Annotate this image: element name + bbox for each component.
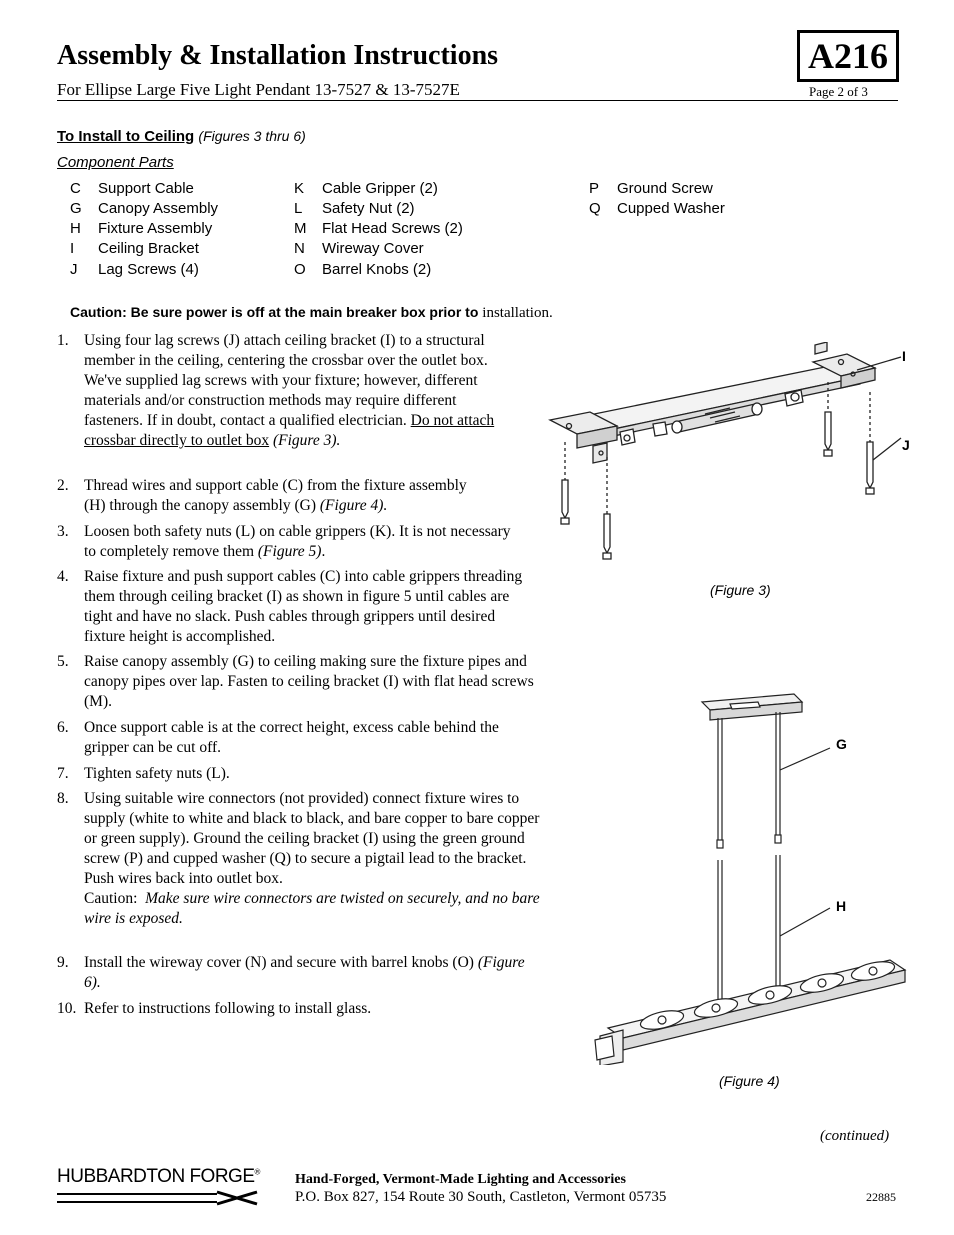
step-10 bbox=[57, 999, 527, 1019]
step-figure-ref: (Figure 6). bbox=[84, 954, 525, 991]
step-number: 7. bbox=[57, 765, 69, 782]
step-warning-underlined: Do not attach crossbar directly to outlet box bbox=[84, 412, 495, 449]
section-figures-ref: (Figures 3 thru 6) bbox=[198, 128, 306, 144]
step-text: Install the wireway cover (N) and secure with barrel knobs (O) bbox=[84, 954, 474, 971]
part-letter: Q bbox=[589, 200, 601, 217]
page-number: Page 2 of 3 bbox=[809, 84, 868, 99]
part-letter: L bbox=[294, 200, 303, 217]
step-number: 3. bbox=[57, 523, 69, 540]
step-7 bbox=[57, 764, 527, 784]
part-name: Fixture Assembly bbox=[98, 220, 213, 237]
part-name: Ceiling Bracket bbox=[98, 240, 199, 257]
figure-4-caption: (Figure 4) bbox=[719, 1073, 780, 1089]
part-name: Ground Screw bbox=[617, 180, 713, 197]
part-letter: G bbox=[70, 200, 82, 217]
logo-anvil-mark bbox=[57, 1189, 262, 1207]
caution-bold-text: Caution: Be sure power is off at the main breaker box prior to bbox=[70, 304, 479, 320]
part-item bbox=[70, 240, 199, 257]
component-parts-label: Component Parts bbox=[57, 154, 174, 171]
part-name: Cupped Washer bbox=[617, 200, 725, 217]
step-3 bbox=[57, 522, 517, 562]
step-number: 2. bbox=[57, 477, 69, 494]
caution-tail-text: installation. bbox=[482, 305, 553, 321]
step-text: Refer to instructions following to install glass. bbox=[84, 1000, 372, 1017]
document-code-box: A216 bbox=[797, 30, 899, 82]
step-caution-label: Caution: bbox=[84, 890, 138, 907]
part-letter: K bbox=[294, 180, 305, 197]
part-letter: O bbox=[294, 261, 306, 278]
step-text: Raise fixture and push support cables (C) into cable grippers threading them through ceiling bracket (I) as shown in figure 5 until cables are tight and have no slack. Push cables through grippers until desired fixture height is accomplished. bbox=[84, 568, 523, 645]
figure-3-label-i: I bbox=[902, 348, 906, 364]
part-letter: C bbox=[70, 180, 81, 197]
part-item bbox=[294, 200, 415, 217]
part-letter: N bbox=[294, 240, 305, 257]
part-letter: I bbox=[70, 240, 75, 257]
step-4 bbox=[57, 567, 527, 647]
figure-3-label-j: J bbox=[902, 437, 910, 453]
step-figure-ref: (Figure 5) bbox=[257, 543, 322, 560]
step-text: Using suitable wire connectors (not provided) connect fixture wires to supply (white to white and black to black, and bare copper to bare copper or green supply). Ground the ceiling bracket (I) using the green ground screw (P) and cupped washer (Q) to secure a pigtail lead to the bracket. Push wires back into outlet box. bbox=[84, 790, 540, 887]
part-letter: M bbox=[294, 220, 307, 237]
part-item bbox=[294, 220, 463, 237]
figure-4-pendant-fixture-drawing bbox=[590, 690, 910, 1065]
part-name: Barrel Knobs (2) bbox=[322, 261, 432, 278]
part-name: Canopy Assembly bbox=[98, 200, 219, 217]
part-name: Lag Screws (4) bbox=[98, 261, 199, 278]
step-number: 8. bbox=[57, 790, 69, 807]
part-item bbox=[70, 261, 199, 278]
step-caution-text: Make sure wire connectors are twisted on securely, and no bare wire is exposed. bbox=[84, 890, 540, 927]
part-item bbox=[589, 180, 713, 197]
step-figure-ref: (Figure 3). bbox=[272, 432, 341, 449]
step-2 bbox=[57, 476, 487, 516]
part-letter: H bbox=[70, 220, 81, 237]
document-id: 22885 bbox=[866, 1190, 896, 1204]
section-heading bbox=[57, 128, 306, 145]
caution-notice bbox=[70, 304, 553, 322]
step-number: 10. bbox=[57, 1000, 77, 1017]
part-item bbox=[294, 261, 431, 278]
step-number: 1. bbox=[57, 332, 69, 349]
step-text: Loosen both safety nuts (L) on cable grippers (K). It is not necessary to completely remove them bbox=[84, 523, 511, 560]
step-text-end: . bbox=[321, 543, 326, 560]
footer-tagline: Hand-Forged, Vermont-Made Lighting and Accessories bbox=[295, 1172, 626, 1187]
part-name: Safety Nut (2) bbox=[322, 200, 415, 217]
step-text: Once support cable is at the correct height, excess cable behind the gripper can be cut off. bbox=[84, 719, 499, 756]
page-subtitle: For Ellipse Large Five Light Pendant 13-7527 & 13-7527E bbox=[57, 80, 460, 99]
part-name: Support Cable bbox=[98, 180, 194, 197]
page-title: Assembly & Installation Instructions bbox=[57, 40, 499, 71]
part-item bbox=[70, 200, 218, 217]
step-number: 5. bbox=[57, 653, 69, 670]
step-number: 4. bbox=[57, 568, 69, 585]
part-letter: P bbox=[589, 180, 600, 197]
step-text: Using four lag screws (J) attach ceiling bracket (I) to a structural member in the ceiling, centering the crossbar over the outlet box. We've supplied lag screws with your fixture; however, different materials and/or construction methods may require different fasteners. If in doubt, contact a qualified electrician. bbox=[84, 332, 488, 429]
step-1 bbox=[57, 331, 517, 451]
part-item bbox=[589, 200, 725, 217]
figure-3-ceiling-bracket-drawing bbox=[545, 342, 915, 567]
step-5 bbox=[57, 652, 552, 712]
figure-3-caption: (Figure 3) bbox=[710, 582, 771, 598]
step-text: Tighten safety nuts (L). bbox=[84, 765, 230, 782]
part-name: Cable Gripper (2) bbox=[322, 180, 438, 197]
step-number: 9. bbox=[57, 954, 69, 971]
part-letter: J bbox=[70, 261, 78, 278]
step-text: Raise canopy assembly (G) to ceiling making sure the fixture pipes and canopy pipes over lap. Fasten to ceiling bracket (I) with flat head screws (M). bbox=[84, 653, 534, 710]
footer-address: P.O. Box 827, 154 Route 30 South, Castleton, Vermont 05735 bbox=[295, 1189, 667, 1205]
header-rule bbox=[57, 100, 898, 101]
step-number: 6. bbox=[57, 719, 69, 736]
part-item bbox=[294, 240, 424, 257]
section-heading-text: To Install to Ceiling bbox=[57, 128, 195, 145]
step-figure-ref: (Figure 4). bbox=[319, 497, 388, 514]
step-6 bbox=[57, 718, 527, 758]
part-item bbox=[70, 220, 212, 237]
step-8 bbox=[57, 789, 547, 929]
hubbardton-forge-logo: HUBBARDTON FORGE® bbox=[57, 1166, 260, 1187]
step-text: Thread wires and support cable (C) from the fixture assembly (H) through the canopy assembly (G) bbox=[84, 477, 467, 514]
part-name: Wireway Cover bbox=[322, 240, 424, 257]
part-item bbox=[70, 180, 194, 197]
step-9 bbox=[57, 953, 527, 993]
part-item bbox=[294, 180, 438, 197]
figure-4-label-g: G bbox=[836, 736, 847, 752]
figure-4-label-h: H bbox=[836, 898, 847, 914]
part-name: Flat Head Screws (2) bbox=[322, 220, 463, 237]
continued-note: (continued) bbox=[820, 1128, 890, 1144]
